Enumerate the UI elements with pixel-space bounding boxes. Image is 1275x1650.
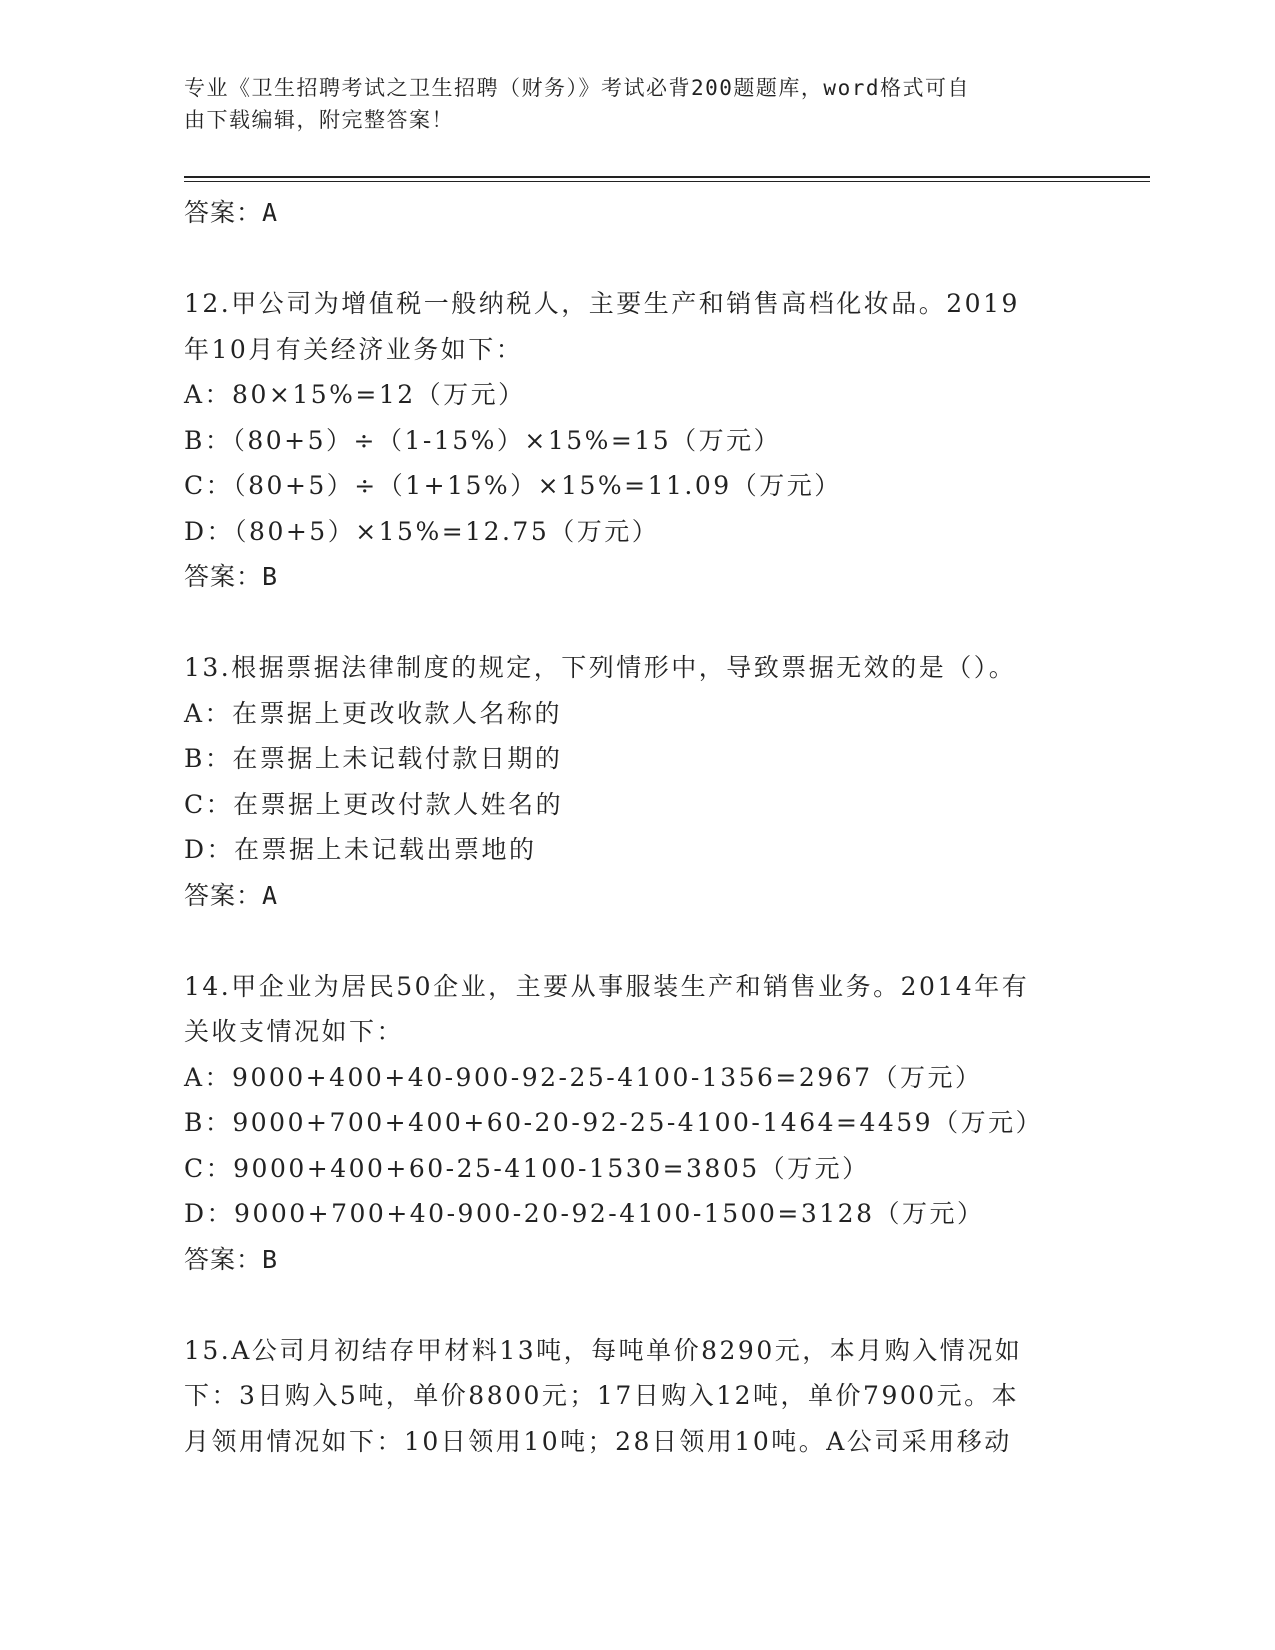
- option-c: C：（80+5）÷（1+15%）×15%=11.09（万元）: [184, 471, 842, 500]
- spacer: [184, 918, 1084, 964]
- option-c: C：在票据上更改付款人姓名的: [184, 789, 564, 819]
- question-13: [184, 645, 1084, 918]
- question-14: [184, 964, 1084, 1283]
- question-stem: 关收支情况如下：: [184, 1017, 405, 1046]
- header-line-2: 由下载编辑，附完整答案！: [184, 108, 454, 132]
- option-b: B：在票据上未记载付款日期的: [184, 744, 563, 773]
- question-15: [184, 1328, 1084, 1465]
- answer-q14: 答案：B: [184, 1244, 279, 1274]
- question-stem: 年10月有关经济业务如下：: [184, 334, 524, 364]
- header-line-1: 专业《卫生招聘考试之卫生招聘（财务）》考试必背200题题库，word格式可自: [184, 76, 970, 100]
- question-stem: 14.甲企业为居民50企业，主要从事服装生产和销售业务。2014年有: [184, 971, 1030, 1001]
- question-stem: 15.A公司月初结存甲材料13吨，每吨单价8290元，本月购入情况如: [184, 1335, 1023, 1365]
- answer-q12: 答案：B: [184, 562, 279, 591]
- option-a: A：在票据上更改收款人名称的: [184, 698, 563, 728]
- option-d: D：（80+5）×15%=12.75（万元）: [184, 516, 660, 546]
- option-c: C：9000+400+60-25-4100-1530=3805（万元）: [184, 1153, 870, 1183]
- question-stem: 月领用情况如下：10日领用10吨；28日领用10吨。A公司采用移动: [184, 1426, 1012, 1456]
- option-b: B：9000+700+400+60-20-92-25-4100-1464=4459（万元）: [184, 1108, 1044, 1137]
- question-stem: 下：3日购入5吨，单价8800元；17日购入12吨，单价7900元。本: [184, 1381, 1020, 1410]
- question-12: [184, 281, 1084, 600]
- spacer: [184, 236, 1084, 282]
- question-stem: 13.根据票据法律制度的规定，下列情形中，导致票据无效的是（）。: [184, 653, 1017, 682]
- answer-q13: 答案：A: [184, 880, 279, 910]
- option-b: B：（80+5）÷（1-15%）×15%=15（万元）: [184, 425, 782, 455]
- document-body: [184, 190, 1084, 1464]
- document-header: [184, 72, 1064, 136]
- option-a: A：80×15%=12（万元）: [184, 380, 526, 409]
- spacer: [184, 600, 1084, 646]
- option-d: D：9000+700+40-900-20-92-4100-1500=3128（万元）: [184, 1199, 985, 1228]
- header-rule-thick: [184, 176, 1150, 178]
- answer-q11: 答案：A: [184, 198, 279, 227]
- option-a: A：9000+400+40-900-92-25-4100-1356=2967（万元）: [184, 1062, 983, 1092]
- option-d: D：在票据上未记载出票地的: [184, 835, 537, 864]
- spacer: [184, 1282, 1084, 1328]
- header-rule-thin: [184, 181, 1150, 182]
- question-stem: 12.甲公司为增值税一般纳税人，主要生产和销售高档化妆品。2019: [184, 289, 1020, 318]
